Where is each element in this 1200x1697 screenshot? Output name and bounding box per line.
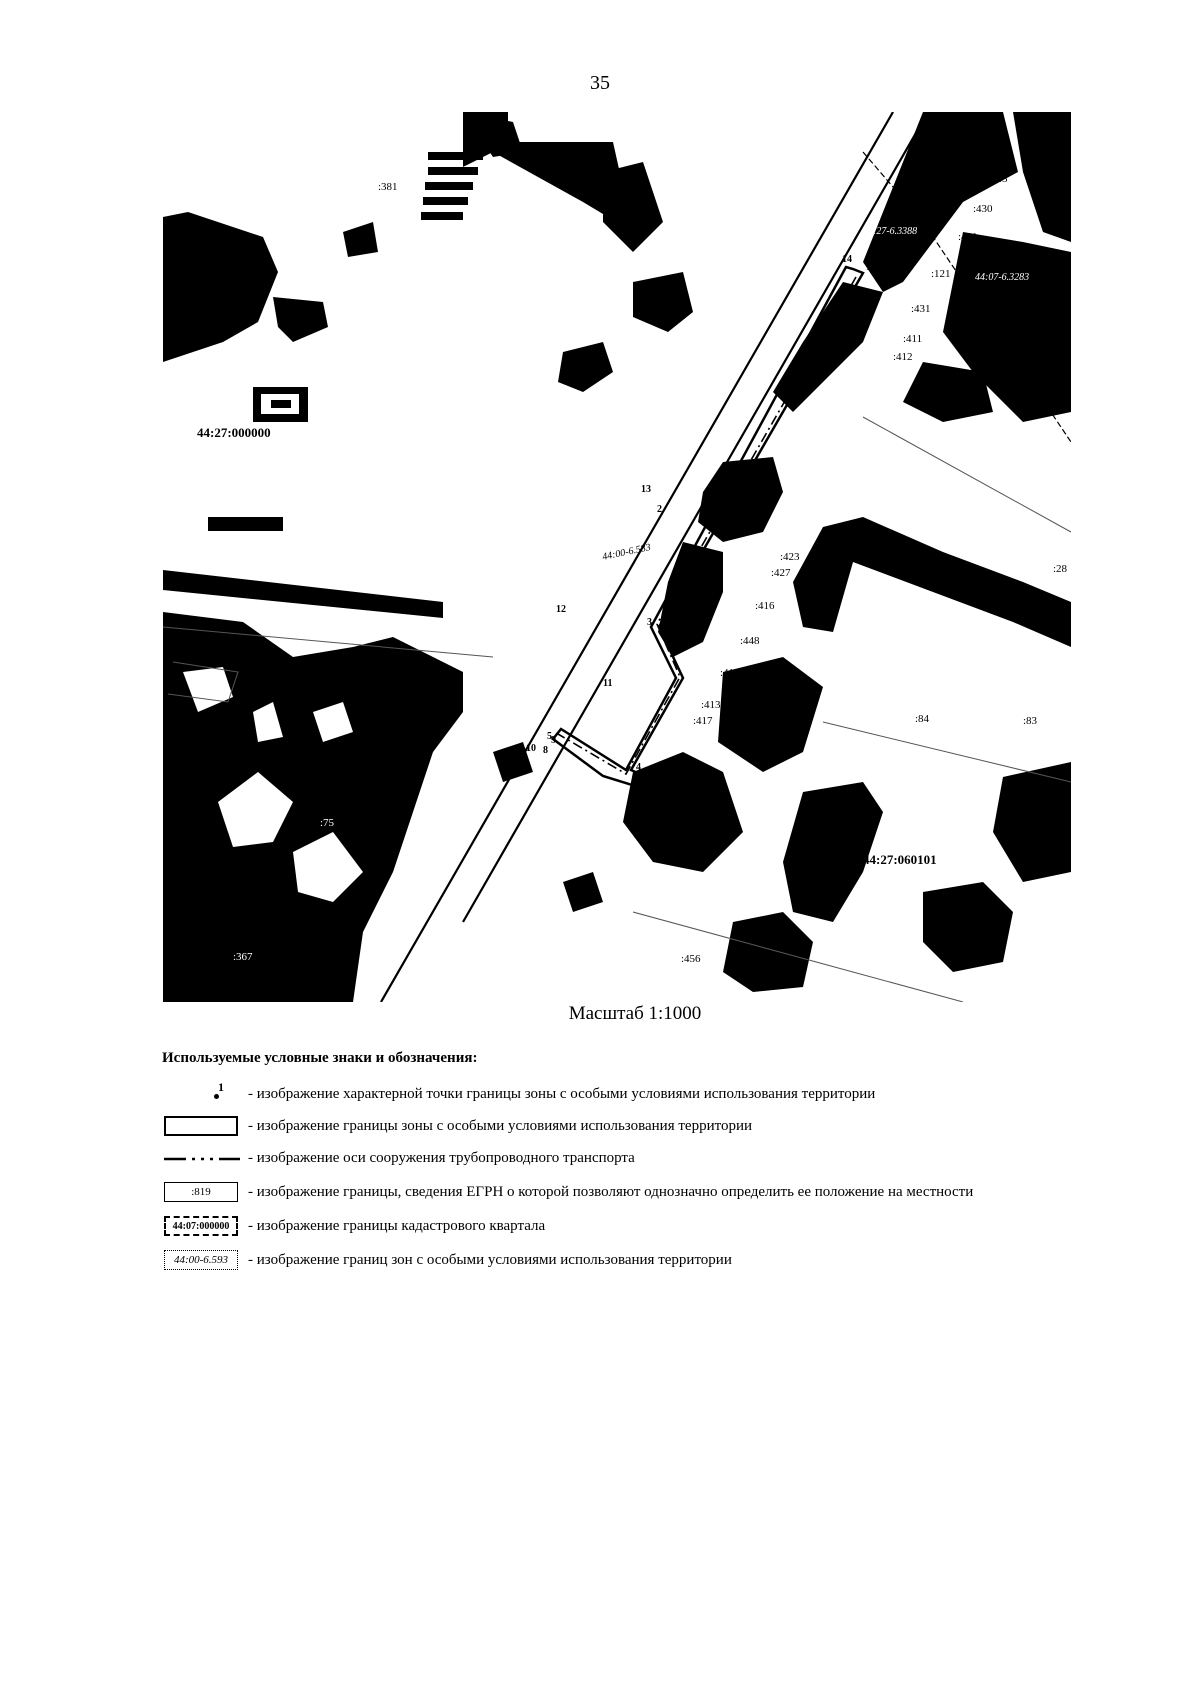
parcel-label: :416	[755, 600, 775, 612]
parcel-label: :427	[771, 567, 791, 579]
parcel-label: :456	[681, 953, 701, 965]
legend-text: - изображение границ зон с особыми условиями использования территории	[248, 1252, 732, 1268]
parcel-label: :412	[893, 351, 913, 363]
point-label: 8	[543, 745, 548, 756]
legend-text: - изображение оси сооружения трубопроводного транспорта	[248, 1150, 635, 1166]
zone-label: 44:07-6.3283	[975, 272, 1030, 283]
cadastral-quarter-label: 44:07:000000	[164, 1216, 238, 1236]
legend-item-cadastral-quarter	[162, 1214, 1162, 1240]
cadastral-quarter-icon	[162, 1214, 242, 1240]
legend-item-egrn-boundary	[162, 1180, 1162, 1206]
zone-label: 44:00-6.583	[601, 541, 652, 563]
point-label: 7	[631, 791, 636, 802]
parcel-label: :509	[1041, 112, 1061, 121]
parcel-label: :401	[958, 231, 978, 243]
quarter-label: 44:27:000000	[197, 425, 271, 440]
point-label: 12	[556, 604, 566, 615]
legend-text: - изображение границы, сведения ЕГРН о которой позволяют однозначно определить ее положение на местности	[248, 1184, 974, 1200]
egrn-boundary-icon	[162, 1180, 242, 1206]
point-label: 14	[842, 254, 852, 265]
point-label: 4	[636, 762, 641, 773]
parcel-label: :445	[988, 173, 1008, 185]
parcel-label: :430	[973, 203, 993, 215]
legend-item-point	[162, 1082, 1162, 1108]
point-symbol-label: 1	[218, 1080, 224, 1094]
point-label: 13	[641, 484, 651, 495]
map-svg	[163, 112, 1071, 1002]
parcel-label: :367	[233, 951, 253, 963]
parcel-label: :121	[931, 268, 951, 280]
parcel-label: :413	[701, 699, 721, 711]
point-label: 6	[641, 786, 646, 797]
cadastral-map[interactable]	[163, 112, 1071, 1002]
point-label: 1	[866, 262, 871, 273]
legend-text: - изображение характерной точки границы зоны с особыми условиями использования территории	[248, 1086, 876, 1102]
egrn-boundary-label: :819	[164, 1182, 238, 1202]
parcel-label: :83	[1023, 715, 1038, 727]
parcel-label: :75	[320, 817, 335, 829]
parcel-label: :801	[1018, 133, 1038, 145]
pipeline-axis-icon	[162, 1146, 242, 1172]
point-label: 3	[647, 617, 652, 628]
page-number: 35	[590, 72, 610, 94]
legend-title: Используемые условные знаки и обозначения:	[162, 1050, 478, 1066]
map-scale: Масштаб 1:1000	[568, 1003, 702, 1024]
point-label: 2	[657, 504, 662, 515]
zone-label: 44:27-6.3388	[863, 226, 918, 237]
parcel-label: :411	[903, 333, 923, 345]
parcel-label: :381	[378, 181, 398, 193]
legend-text: - изображение границы кадастрового квартала	[248, 1218, 546, 1234]
parcel-label: :431	[911, 303, 931, 315]
quarter-label: 44:27:060101	[863, 852, 937, 867]
legend-text: - изображение границы зоны с особыми условиями использования территории	[248, 1118, 753, 1134]
point-symbol-icon	[162, 1082, 242, 1108]
point-label: 11	[603, 678, 613, 689]
point-label: 10	[526, 743, 536, 754]
parcel-label: :122	[1023, 299, 1043, 311]
parcel-label: :448	[740, 635, 760, 647]
zone-boundary-icon	[162, 1114, 242, 1140]
zones-boundary-icon	[162, 1248, 242, 1274]
point-label: 5	[547, 731, 552, 742]
parcel-label: :414	[720, 667, 740, 679]
parcel-label: :28	[1053, 563, 1068, 575]
legend-item-zone-boundary	[162, 1114, 1162, 1140]
parcel-label: :417	[693, 715, 713, 727]
zones-boundary-label: 44:00-6.593	[164, 1250, 238, 1270]
legend-item-zones	[162, 1248, 1162, 1274]
parcel-label: :423	[780, 551, 800, 563]
legend-item-pipeline-axis	[162, 1146, 1162, 1172]
parcel-label: :84	[915, 713, 930, 725]
point-label: 9	[551, 735, 556, 746]
